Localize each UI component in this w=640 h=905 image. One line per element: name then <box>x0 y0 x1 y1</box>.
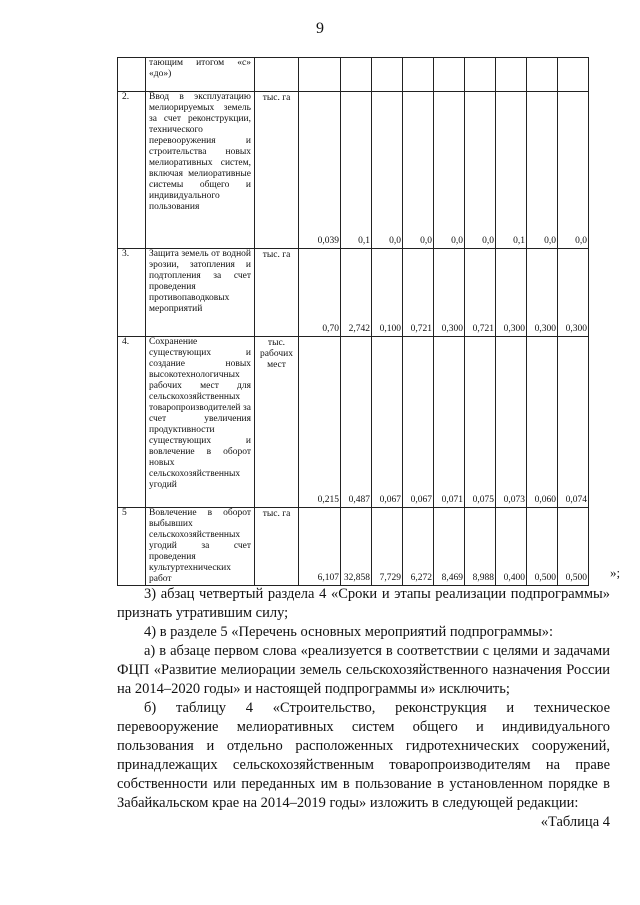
year-value-cell: 0,500 <box>527 508 558 586</box>
year-value-cell: 0,1 <box>341 92 372 249</box>
page-number: 9 <box>316 20 324 37</box>
indicator-name: Вовлечение в оборот выбывших сельскохозяйственных угодий за счет проведения культуртехнических работ <box>146 508 255 586</box>
indicator-name: Ввод в эксплуатацию мелиорируемых земель за счет реконструкции, технического перевооружения и строительства новых мелиоративных систем, включая мелиоративные системы общего и индивидуального пользования <box>146 92 255 249</box>
paragraph-4b: б) таблицу 4 «Строительство, реконструкция и техническое перевооружение мелиоративных систем общего и индивидуального пользования и отдельно расположенных гидротехнических сооружений, принадлежащих сельскохозяйственным товаропроизводителям на праве собственности или переданных им в пользование в установленном порядке в Забайкальском крае на 2014–2019 годы» изложить в следующей редакции: <box>117 700 610 811</box>
year-value-cell <box>465 58 496 92</box>
year-value-cell: 0,721 <box>403 249 434 337</box>
total-value-cell: 0,039 <box>299 92 341 249</box>
indicator-name: Сохранение существующих и создание новых высокотехнологичных рабочих мест для сельскохозяйственных товаропроизводителей за счет увеличения продуктивности существующих и вовлечение в оборот новых сельскохозяйственных угодий <box>146 337 255 508</box>
table-body <box>118 58 589 586</box>
table-row <box>118 58 589 92</box>
year-value-cell <box>527 58 558 92</box>
year-value-cell: 0,487 <box>341 337 372 508</box>
year-value-cell: 0,500 <box>558 508 589 586</box>
year-value-cell: 0,067 <box>372 337 403 508</box>
table-row <box>118 92 589 249</box>
year-value-cell: 0,1 <box>496 92 527 249</box>
paragraph-3: 3) абзац четвертый раздела 4 «Сроки и этапы реализации подпрограммы» признать утратившим силу; <box>117 586 610 621</box>
unit-cell: тыс. га <box>255 92 299 249</box>
year-value-cell: 7,729 <box>372 508 403 586</box>
year-value-cell: 8,469 <box>434 508 465 586</box>
paragraph-4a: а) в абзаце первом слова «реализуется в соответствии с целями и задачами ФЦП «Развитие мелиорации земель сельскохозяйственного назначения России на 2014–2020 годы» и настоящей подпрограммы и» исключить; <box>117 643 610 697</box>
indicators-table <box>117 57 589 586</box>
unit-cell: тыс. га <box>255 249 299 337</box>
row-number: 4. <box>118 337 146 508</box>
total-value-cell <box>299 58 341 92</box>
year-value-cell: 0,400 <box>496 508 527 586</box>
year-value-cell: 0,060 <box>527 337 558 508</box>
year-value-cell: 0,300 <box>558 249 589 337</box>
year-value-cell: 0,075 <box>465 337 496 508</box>
table-row <box>118 508 589 586</box>
year-value-cell: 0,071 <box>434 337 465 508</box>
total-value-cell: 6,107 <box>299 508 341 586</box>
paragraph-4: 4) в разделе 5 «Перечень основных мероприятий подпрограммы»: <box>144 624 554 640</box>
indicator-name: Защита земель от водной эрозии, затопления и подтопления за счет проведения противопаводковых мероприятий <box>146 249 255 337</box>
row-number: 3. <box>118 249 146 337</box>
year-value-cell: 6,272 <box>403 508 434 586</box>
table-row <box>118 249 589 337</box>
row-number: 5 <box>118 508 146 586</box>
year-value-cell: 0,300 <box>527 249 558 337</box>
unit-cell: тыс. га <box>255 508 299 586</box>
year-value-cell: 2,742 <box>341 249 372 337</box>
year-value-cell: 0,0 <box>527 92 558 249</box>
unit-cell <box>255 58 299 92</box>
table-closing-quote: »; <box>610 565 621 580</box>
year-value-cell: 32,858 <box>341 508 372 586</box>
year-value-cell: 0,300 <box>496 249 527 337</box>
total-value-cell: 0,215 <box>299 337 341 508</box>
year-value-cell: 0,0 <box>372 92 403 249</box>
year-value-cell: 0,0 <box>465 92 496 249</box>
indicator-name: тающим итогом «с» «до») <box>146 58 255 92</box>
table-row <box>118 337 589 508</box>
total-value-cell: 0,70 <box>299 249 341 337</box>
row-number <box>118 58 146 92</box>
row-number: 2. <box>118 92 146 249</box>
year-value-cell <box>341 58 372 92</box>
year-value-cell: 8,988 <box>465 508 496 586</box>
year-value-cell <box>372 58 403 92</box>
year-value-cell: 0,0 <box>558 92 589 249</box>
table-4-caption: «Таблица 4 <box>540 814 610 830</box>
year-value-cell <box>434 58 465 92</box>
year-value-cell: 0,0 <box>403 92 434 249</box>
year-value-cell: 0,073 <box>496 337 527 508</box>
year-value-cell: 0,721 <box>465 249 496 337</box>
year-value-cell: 0,067 <box>403 337 434 508</box>
year-value-cell: 0,074 <box>558 337 589 508</box>
year-value-cell: 0,0 <box>434 92 465 249</box>
unit-cell: тыс. рабочих мест <box>255 337 299 508</box>
year-value-cell: 0,100 <box>372 249 403 337</box>
year-value-cell <box>496 58 527 92</box>
year-value-cell: 0,300 <box>434 249 465 337</box>
year-value-cell <box>403 58 434 92</box>
year-value-cell <box>558 58 589 92</box>
